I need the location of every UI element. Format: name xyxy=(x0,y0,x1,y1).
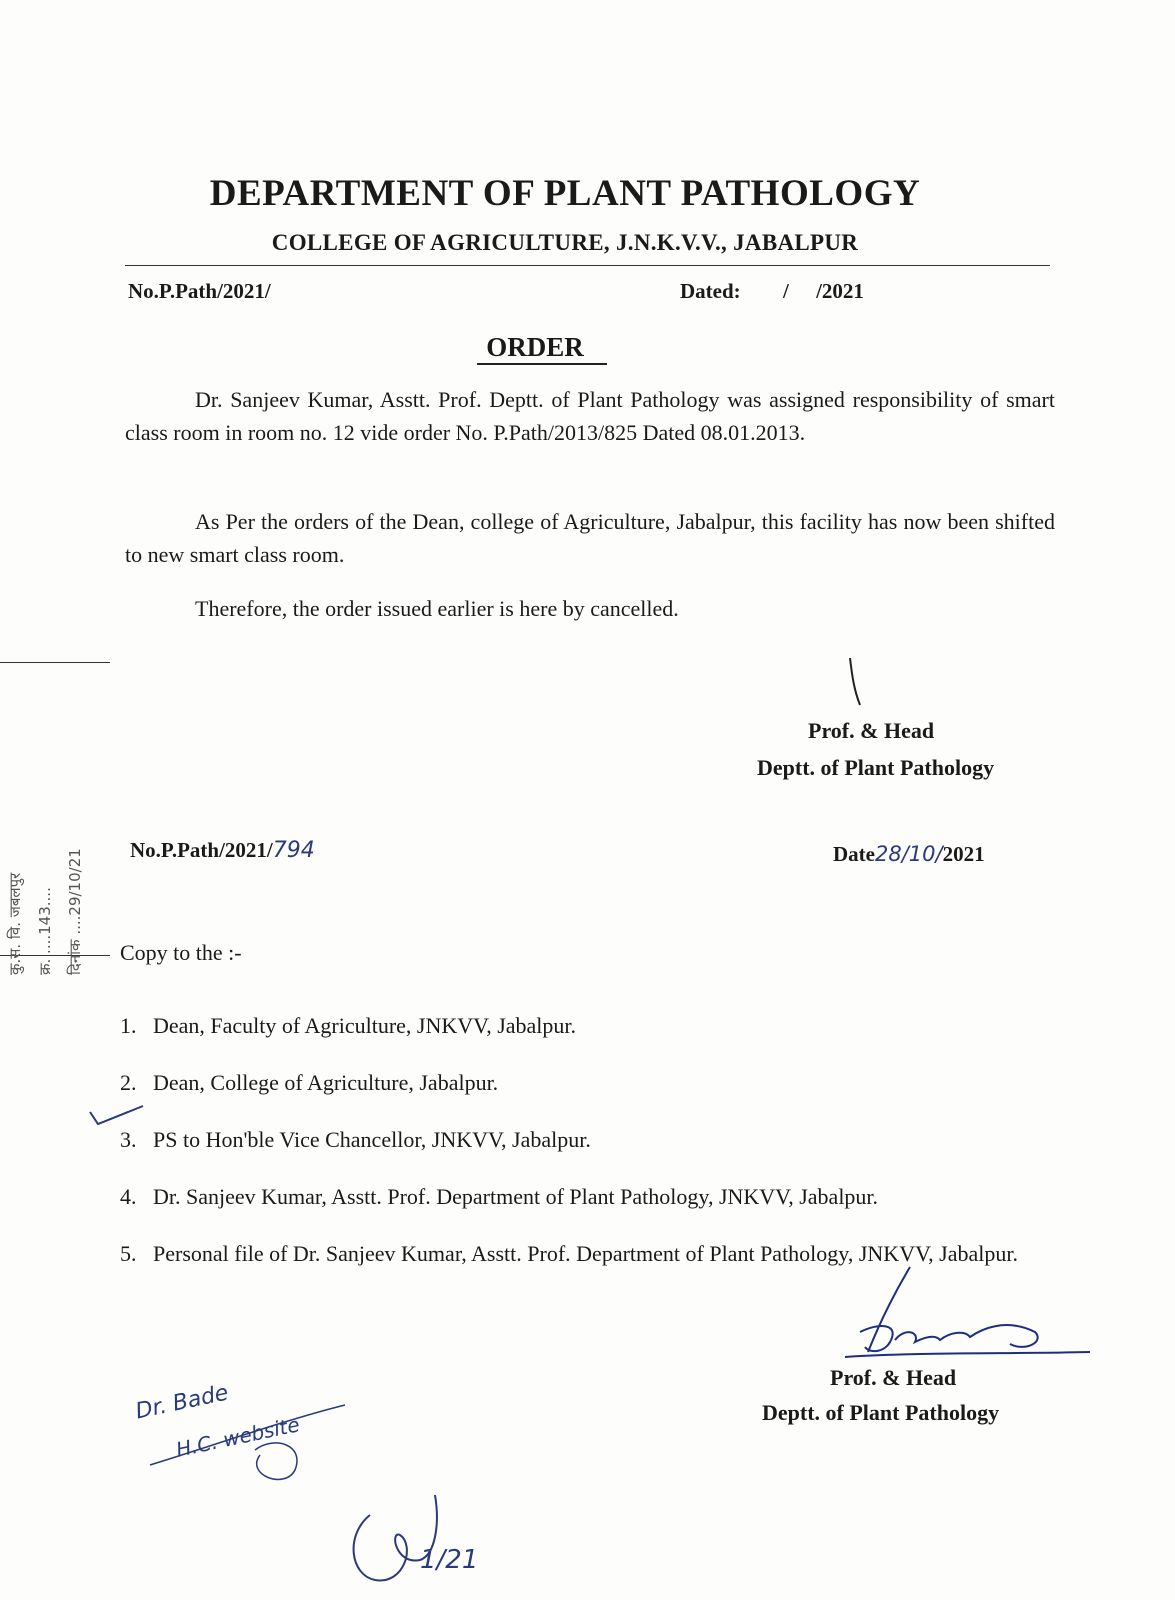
ref-number: No.P.Path/2021/ xyxy=(128,279,271,303)
dated-label: Dated: xyxy=(680,279,741,303)
header-divider xyxy=(125,265,1050,266)
paragraph-3: Therefore, the order issued earlier is here by cancelled. xyxy=(195,596,679,621)
dated-value: / /2021 xyxy=(783,279,864,303)
order-underline xyxy=(477,363,607,365)
signature-stroke-1 xyxy=(840,655,870,710)
signature-icon xyxy=(840,1262,1100,1382)
handwritten-date: 1/21 xyxy=(420,1545,479,1575)
issue-number-handwritten: 794 xyxy=(272,838,315,863)
signatory-2-dept: Deptt. of Plant Pathology xyxy=(762,1400,1000,1425)
list-item: 4. Dr. Sanjeev Kumar, Asstt. Prof. Department of Plant Pathology, JNKVV, Jabalpur. xyxy=(120,1184,879,1209)
list-item: 5. Personal file of Dr. Sanjeev Kumar, Asstt. Prof. Department of Plant Pathology, JNKVV, Jabalpur. xyxy=(120,1241,1018,1266)
issue-number: No.P.Path/2021/794 xyxy=(130,838,315,863)
tick-mark-icon xyxy=(88,1102,148,1132)
order-heading: ORDER xyxy=(486,332,584,362)
department-title: DEPARTMENT OF PLANT PATHOLOGY xyxy=(209,173,921,214)
stamp-line-2: क्र. ....143.... xyxy=(36,887,54,975)
list-item: 1. Dean, Faculty of Agriculture, JNKVV, Jabalpur. xyxy=(120,1013,577,1038)
list-item: 3. PS to Hon'ble Vice Chancellor, JNKVV, Jabalpur. xyxy=(120,1127,591,1152)
handwritten-note-line-2: H.C. website xyxy=(173,1412,302,1462)
copy-to-list xyxy=(120,1010,1080,1270)
signatory-1-dept: Deptt. of Plant Pathology xyxy=(757,755,995,780)
issue-date: Date28/10/2021 xyxy=(833,842,985,866)
college-subtitle: COLLEGE OF AGRICULTURE, J.N.K.V.V., JABALPUR xyxy=(271,230,859,255)
stamp-line-3: दिनांक ....29/10/21 xyxy=(66,848,84,975)
signatory-1-title: Prof. & Head xyxy=(808,718,935,743)
copy-heading: Copy to the :- xyxy=(120,940,242,965)
initials-icon xyxy=(145,1375,465,1595)
list-item: 2. Dean, College of Agriculture, Jabalpur. xyxy=(120,1070,499,1095)
stamp-line-1: कु.स. वि. जबलपुर xyxy=(6,872,24,975)
signatory-2-title: Prof. & Head xyxy=(830,1365,957,1390)
paragraph-2: As Per the orders of the Dean, college of Agriculture, Jabalpur, this facility has now been shifted to new smart class room. xyxy=(125,509,1055,567)
issue-date-handwritten: 28/10/ xyxy=(874,842,943,866)
paragraph-1: Dr. Sanjeev Kumar, Asstt. Prof. Deptt. of Plant Pathology was assigned responsibility of smart class room in room no. 12 vide order No. P.Path/2013/825 Dated 08.01.2013. xyxy=(125,387,1055,445)
inward-stamp xyxy=(0,670,110,975)
handwritten-note-line-1: Dr. Bade xyxy=(133,1380,231,1425)
